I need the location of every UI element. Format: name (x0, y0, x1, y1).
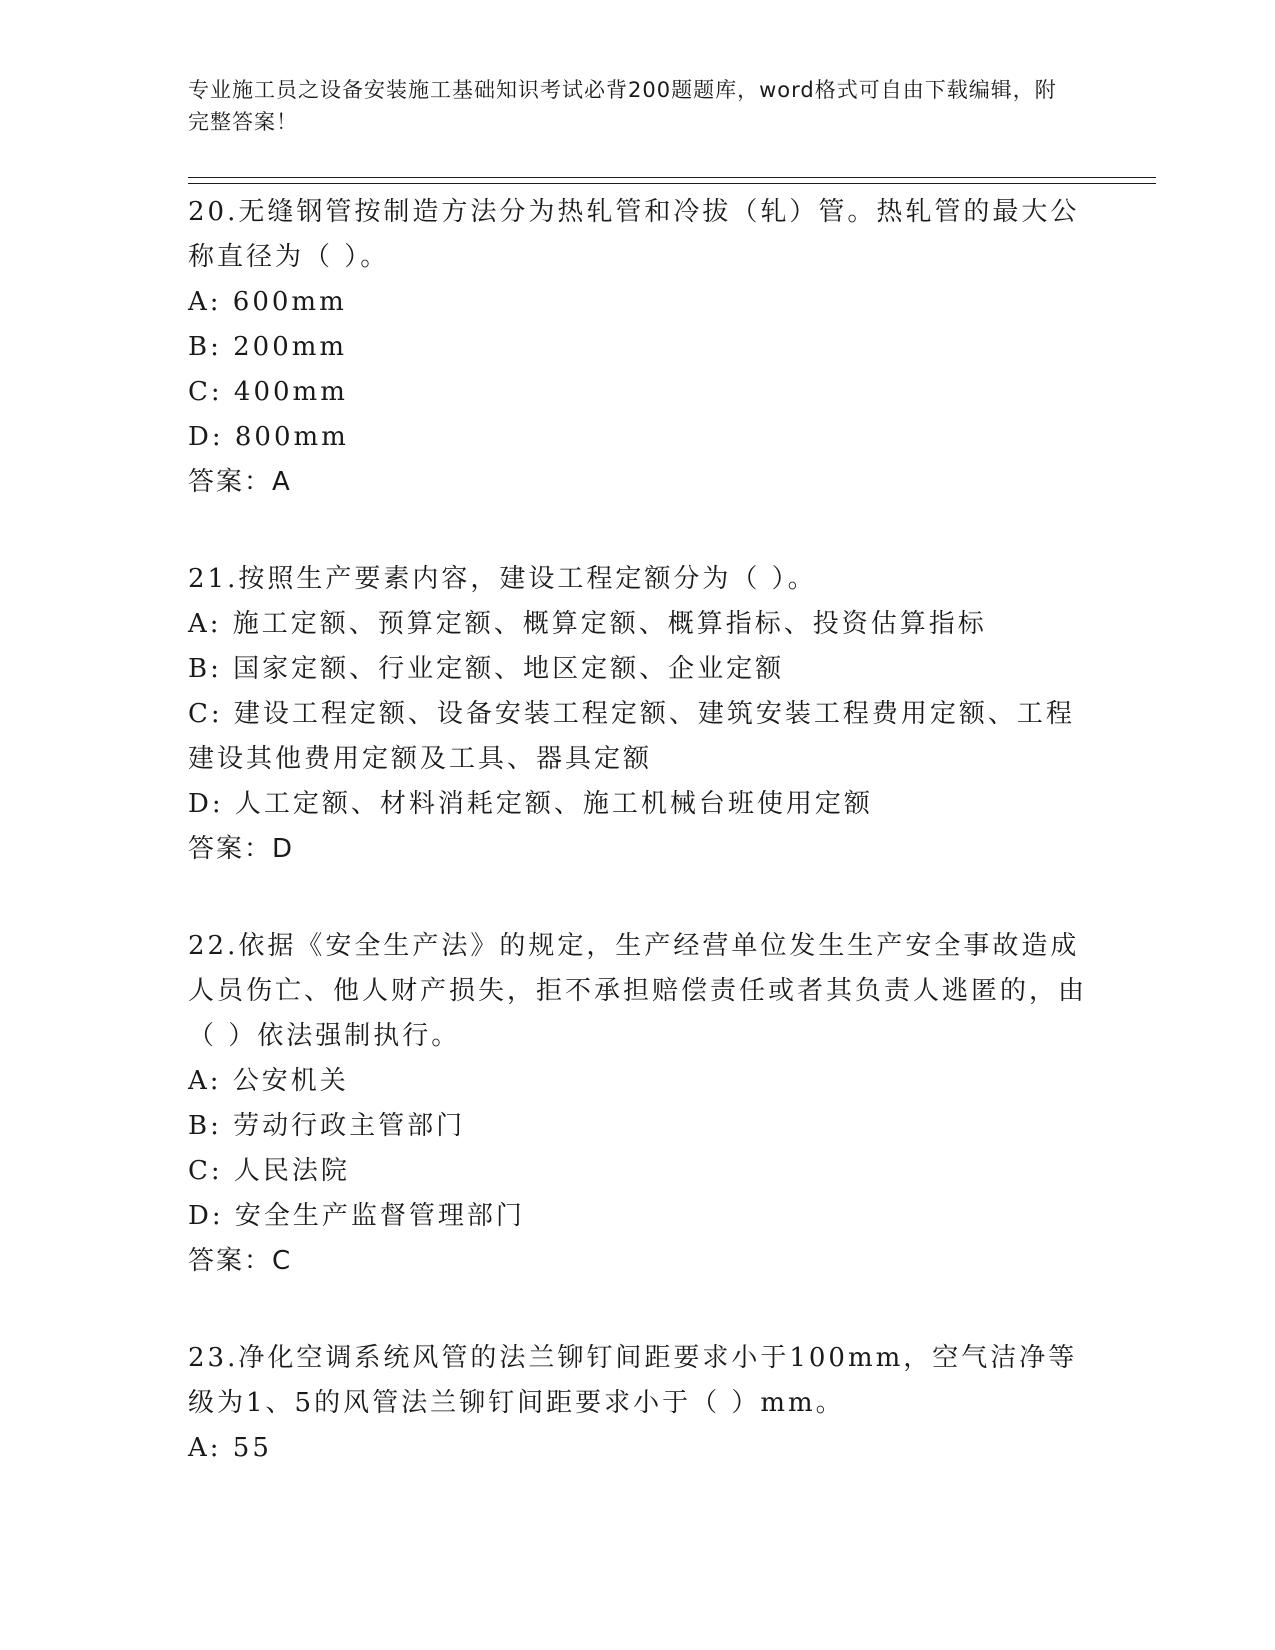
option-b: B: 200mm (188, 332, 348, 362)
option-a: A: 施工定额、预算定额、概算定额、概算指标、投资估算指标 (188, 609, 987, 639)
question-23 (188, 1336, 1088, 1471)
header-divider-bottom (188, 183, 1156, 184)
option-d: D: 800mm (188, 422, 349, 452)
option-d: D: 人工定额、材料消耗定额、施工机械台班使用定额 (188, 789, 873, 819)
answer: 答案：A (188, 467, 292, 497)
header-divider-top (188, 177, 1156, 178)
question-text: 20.无缝钢管按制造方法分为热轧管和冷拔（轧）管。热轧管的最大公称直径为（ ）。 (188, 197, 1080, 272)
question-22 (188, 924, 1088, 1284)
option-a: A: 600mm (188, 287, 347, 317)
option-a: A: 55 (188, 1433, 272, 1463)
question-text: 21.按照生产要素内容，建设工程定额分为（ ）。 (188, 564, 817, 594)
question-21 (188, 557, 1088, 872)
option-a: A: 公安机关 (188, 1066, 349, 1096)
option-b: B: 劳动行政主管部门 (188, 1111, 466, 1141)
question-text: 22.依据《安全生产法》的规定，生产经营单位发生生产安全事故造成人员伤亡、他人财产损失，拒不承担赔偿责任或者其负责人逃匿的，由（ ）依法强制执行。 (188, 931, 1088, 1051)
option-c: C: 建设工程定额、设备安装工程定额、建筑安装工程费用定额、工程建设其他费用定额及工具、器具定额 (188, 699, 1075, 774)
answer: 答案：D (188, 834, 295, 864)
document-header: 专业施工员之设备安装施工基础知识考试必背200题题库，word格式可自由下载编辑，附完整答案！ (188, 78, 1057, 134)
option-c: C: 400mm (188, 377, 348, 407)
option-d: D: 安全生产监督管理部门 (188, 1201, 525, 1231)
question-20 (188, 190, 1088, 505)
answer: 答案：C (188, 1246, 293, 1276)
option-c: C: 人民法院 (188, 1156, 350, 1186)
question-text: 23.净化空调系统风管的法兰铆钉间距要求小于100mm，空气洁净等级为1、5的风管法兰铆钉间距要求小于（ ）mm。 (188, 1343, 1078, 1418)
option-b: B: 国家定额、行业定额、地区定额、企业定额 (188, 654, 785, 684)
question-list (188, 190, 1088, 1523)
